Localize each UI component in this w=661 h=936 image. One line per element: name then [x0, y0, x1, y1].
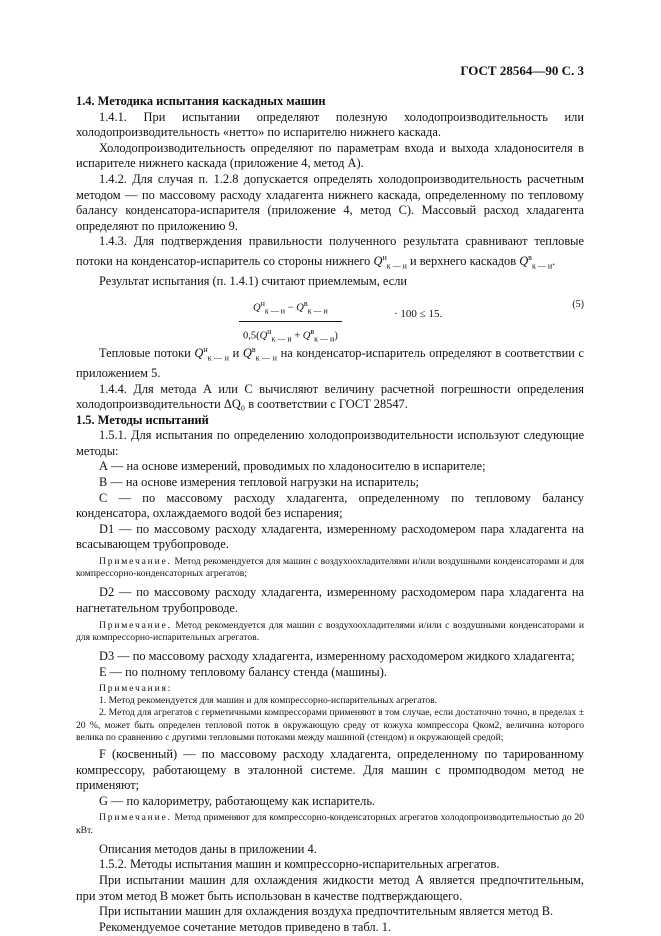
fraction-numerator: $Q^н_{к — и} - Q^в_{к — и}$ — [239, 296, 342, 322]
method-b: В — на основе измерения тепловой нагрузки на испаритель; — [99, 475, 419, 490]
paragraph-1-4-1: 1.4.1. При испытании определяют полезную холодопроизводительность или холодопроизводительность «нетто» по испарителю нижнего каскада. — [76, 109, 584, 140]
method-g: G — по калориметру, работающему как испаритель. — [99, 793, 376, 808]
formula-5 — [76, 294, 584, 344]
paragraph-1-5-2: 1.5.2. Методы испытания машин и компрессорно-испарительных агрегатов. — [99, 857, 500, 872]
notes-title: Примечания: — [99, 683, 173, 695]
equation-number: (5) — [572, 298, 584, 310]
note-3: Примечание. Метод применяют для компрессорно-конденсаторных агрегатов холодопроизводительностью до 20 кВт. — [76, 812, 585, 836]
method-a: А — на основе измерений, проводимых по хладоносителю в испарителе; — [99, 459, 486, 474]
formula-tail: · 100 ≤ 15. — [394, 307, 443, 320]
method-d2: D2 — по массовому расходу хладагента, измеренному расходомером пара хладагента на нагнетательном трубопроводе. — [76, 585, 584, 616]
page-header: ГОСТ 28564—90 С. 3 — [460, 63, 584, 78]
paragraph-1-5-2a: При испытании машин для охлаждения жидкости метод А является предпочтительным, при этом метод В может быть использован в качестве подтверждающего. — [76, 873, 584, 903]
paragraph-1-5-2c: Рекомендуемое сочетание методов приведено в табл. 1. — [99, 919, 392, 934]
note-1: Примечание. Метод рекомендуется для машин с воздухоохладителями и/или воздушными конденсаторами и для компрессорно-конденсаторных агрегатов; — [76, 556, 584, 580]
section-1-4-title: 1.4. Методика испытания каскадных машин — [76, 94, 326, 108]
paragraph-1-4-2: 1.4.2. Для случая п. 1.2.8 допускается определять холодопроизводительность расчетным методом — по массовому расходу хладагента нижнего каскада, определенному по тепловому балансу конденсатора-испарителя (приложение 4, метод С). Массовый расход хладагента определяют по приложению 9. — [76, 171, 584, 233]
fraction — [239, 296, 342, 347]
notes-item-2: 2. Метод для агрегатов с герметичными компрессорами применяют в том случае, если достаточно точно, в пределах ± 20 %, может быть определен тепловой поток в окружающую среду от кожуха компрессора Qком2, величина которого велика по сравнению с другими тепловыми потоками между машиной (стендом) и окружающей средой; — [76, 707, 584, 743]
note-2: Примечание. Метод рекомендуется для машин с воздухоохладителями и/или с воздушными конденсаторами и для компрессорно-испарительных агрегатов. — [76, 619, 584, 643]
paragraph-1-4-3: 1.4.3. Для подтверждения правильности полученного результата сравнивают тепловые потоки на конденсатор-испаритель со стороны нижнего $Q^н_{к — и}$ и верхнего каскадов $Q^в_{к — и}$. — [76, 234, 584, 271]
paragraph-descriptions: Описания методов даны в приложении 4. — [99, 841, 317, 856]
paragraph-1-4-4: 1.4.4. Для метода А или С вычисляют величину расчетной погрешности определения холодопроизводительности ΔQ₀ в соответствии с ГОСТ 28547. — [76, 381, 584, 412]
paragraph-result: Результат испытания (п. 1.4.1) считают приемлемым, если — [99, 274, 408, 289]
paragraph-1-5-2b: При испытании машин для охлаждения воздуха предпочтительным является метод В. — [99, 904, 554, 919]
method-c: С — по массовому расходу хладагента, определенному по тепловому балансу конденсатора, охлаждаемого водой без испарения; — [76, 490, 584, 521]
document-body — [76, 94, 584, 935]
paragraph-1-4-1b: Холодопроизводительность определяют по параметрам входа и выхода хладоносителя в испарителе нижнего каскада (приложение 4, метод А). — [76, 140, 584, 171]
fraction-denominator: $0,5(Q^н_{к — и} + Q^в_{к — и})$ — [242, 326, 338, 344]
method-d3: D3 — по массовому расходу хладагента, измеренному расходомером жидкого хладагента; — [99, 649, 575, 664]
section-1-5-title: 1.5. Методы испытаний — [76, 412, 209, 427]
notes-item-1: 1. Метод рекомендуется для машин и для компрессорно-испарительных агрегатов. — [99, 695, 438, 707]
method-d1: D1 — по массовому расходу хладагента, измеренному расходомером пара хладагента на всасывающем трубопроводе. — [76, 521, 584, 552]
method-e: Е — по полному тепловому балансу стенда (машины). — [99, 664, 387, 679]
method-f: F (косвенный) — по массовому расходу хладагента, определенному по тарированному компрессору, работающему в эталонной системе. Для машин с промподводом метод не применяют; — [76, 747, 584, 793]
paragraph-heat-flows: Тепловые потоки $Q^н_{к — и}$ и $Q^в_{к — и}$ на конденсатор-испаритель определяют в соответствии с приложением 5. — [76, 344, 585, 380]
paragraph-1-5-1: 1.5.1. Для испытания по определению холодопроизводительности используют следующие методы: — [76, 428, 584, 458]
